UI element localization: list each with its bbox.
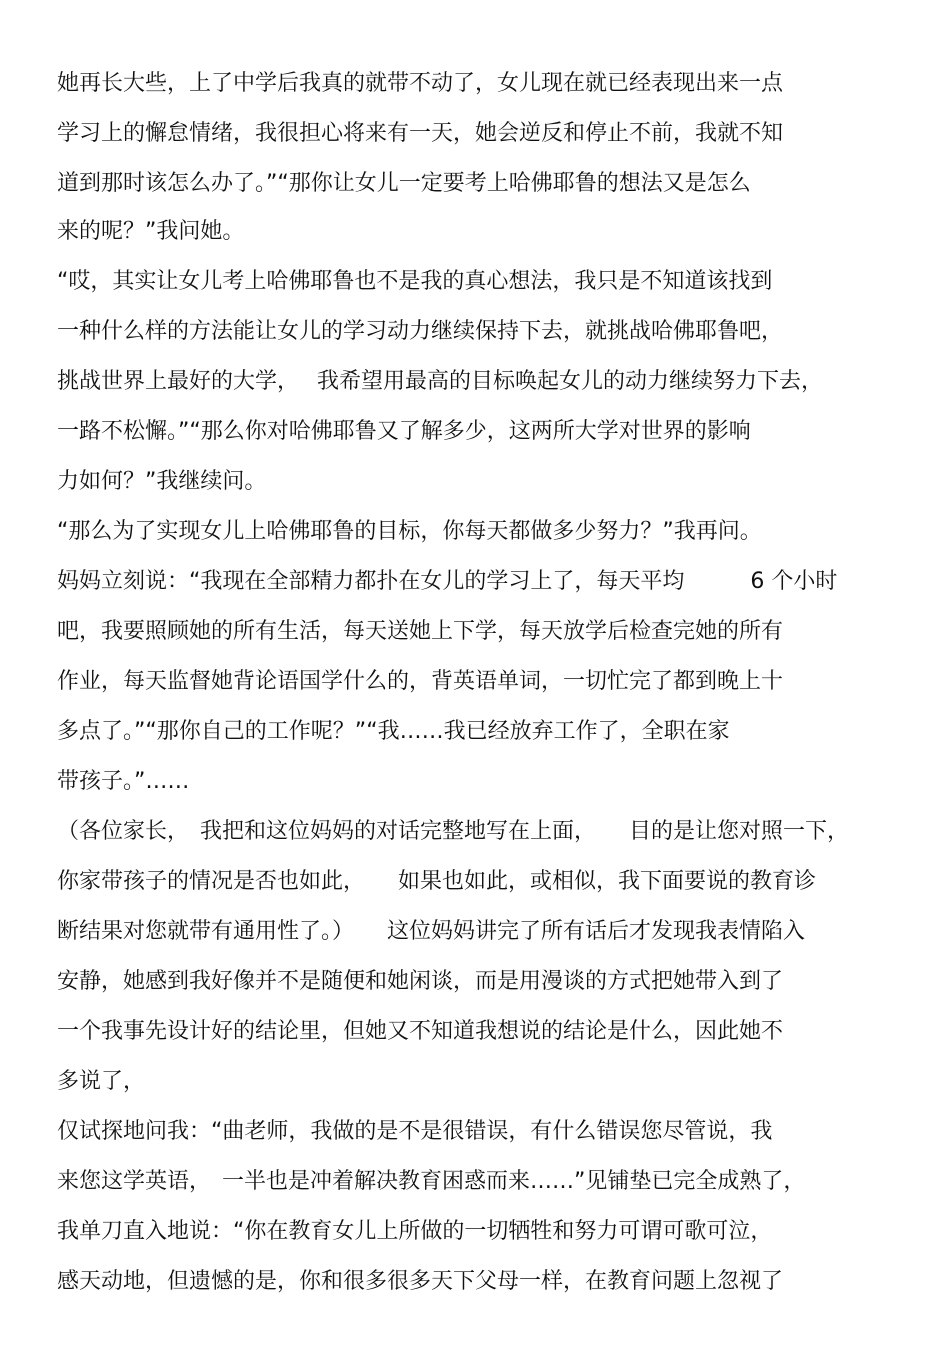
text-line: 感天动地，但遗憾的是，你和很多很多天下父母一样，在教育问题上忽视了 [57,1269,784,1294]
text-line: 挑战世界上最好的大学， 我希望用最高的目标唤起女儿的动力继续努力下去， [57,369,823,394]
text-line: 一种什么样的方法能让女儿的学习动力继续保持下去，就挑战哈佛耶鲁吧， [57,319,784,344]
text-line: 来您这学英语， 一半也是冲着解决教育困惑而来……”见铺垫已完全成熟了， [57,1169,806,1194]
text-line: 安静，她感到我好像并不是随便和她闲谈，而是用漫谈的方式把她带入到了 [57,969,784,994]
text-line: 学习上的懈怠情绪，我很担心将来有一天，她会逆反和停止不前，我就不知 [57,121,784,146]
text-line: 道到那时该怎么办了。”“那你让女儿一定要考上哈佛耶鲁的想法又是怎么 [57,171,751,196]
text-line: 她再长大些，上了中学后我真的就带不动了，女儿现在就已经表现出来一点 [57,71,784,96]
text-line: 仅试探地问我：“曲老师，我做的是不是很错误，有什么错误您尽管说，我 [57,1119,773,1144]
text-line: 妈妈立刻说：“我现在全部精力都扑在女儿的学习上了，每天平均 6 个小时 [57,569,838,594]
text-line: 吧，我要照顾她的所有生活，每天送她上下学，每天放学后检查完她的所有 [57,619,784,644]
text-line: “哎，其实让女儿考上哈佛耶鲁也不是我的真心想法，我只是不知道该找到 [57,269,773,294]
text-line: 作业，每天监督她背论语国学什么的，背英语单词，一切忙完了都到晚上十 [57,669,784,694]
text-line: “那么为了实现女儿上哈佛耶鲁的目标，你每天都做多少努力？”我再问。 [57,519,762,544]
text-line: 多说了， [57,1069,146,1094]
text-line: 断结果对您就带有通用性了。） 这位妈妈讲完了所有话后才发现我表情陷入 [57,919,806,944]
text-line: 一路不松懈。”“那么你对哈佛耶鲁又了解多少，这两所大学对世界的影响 [57,419,751,444]
text-line: 力如何？”我继续问。 [57,469,267,494]
text-line: 带孩子。”…… [57,769,190,794]
text-line: 多点了。”“那你自己的工作呢？”“我……我已经放弃工作了，全职在家 [57,719,730,744]
text-line: （各位家长， 我把和这位妈妈的对话完整地写在上面， 目的是让您对照一下， [57,819,850,844]
text-line: 一个我事先设计好的结论里，但她又不知道我想说的结论是什么，因此她不 [57,1019,784,1044]
text-line: 你家带孩子的情况是否也如此， 如果也如此，或相似，我下面要说的教育诊 [57,869,817,894]
text-line: 来的呢？”我问她。 [57,219,245,244]
text-line: 我单刀直入地说：“你在教育女儿上所做的一切牺牲和努力可谓可歌可泣， [57,1219,773,1244]
